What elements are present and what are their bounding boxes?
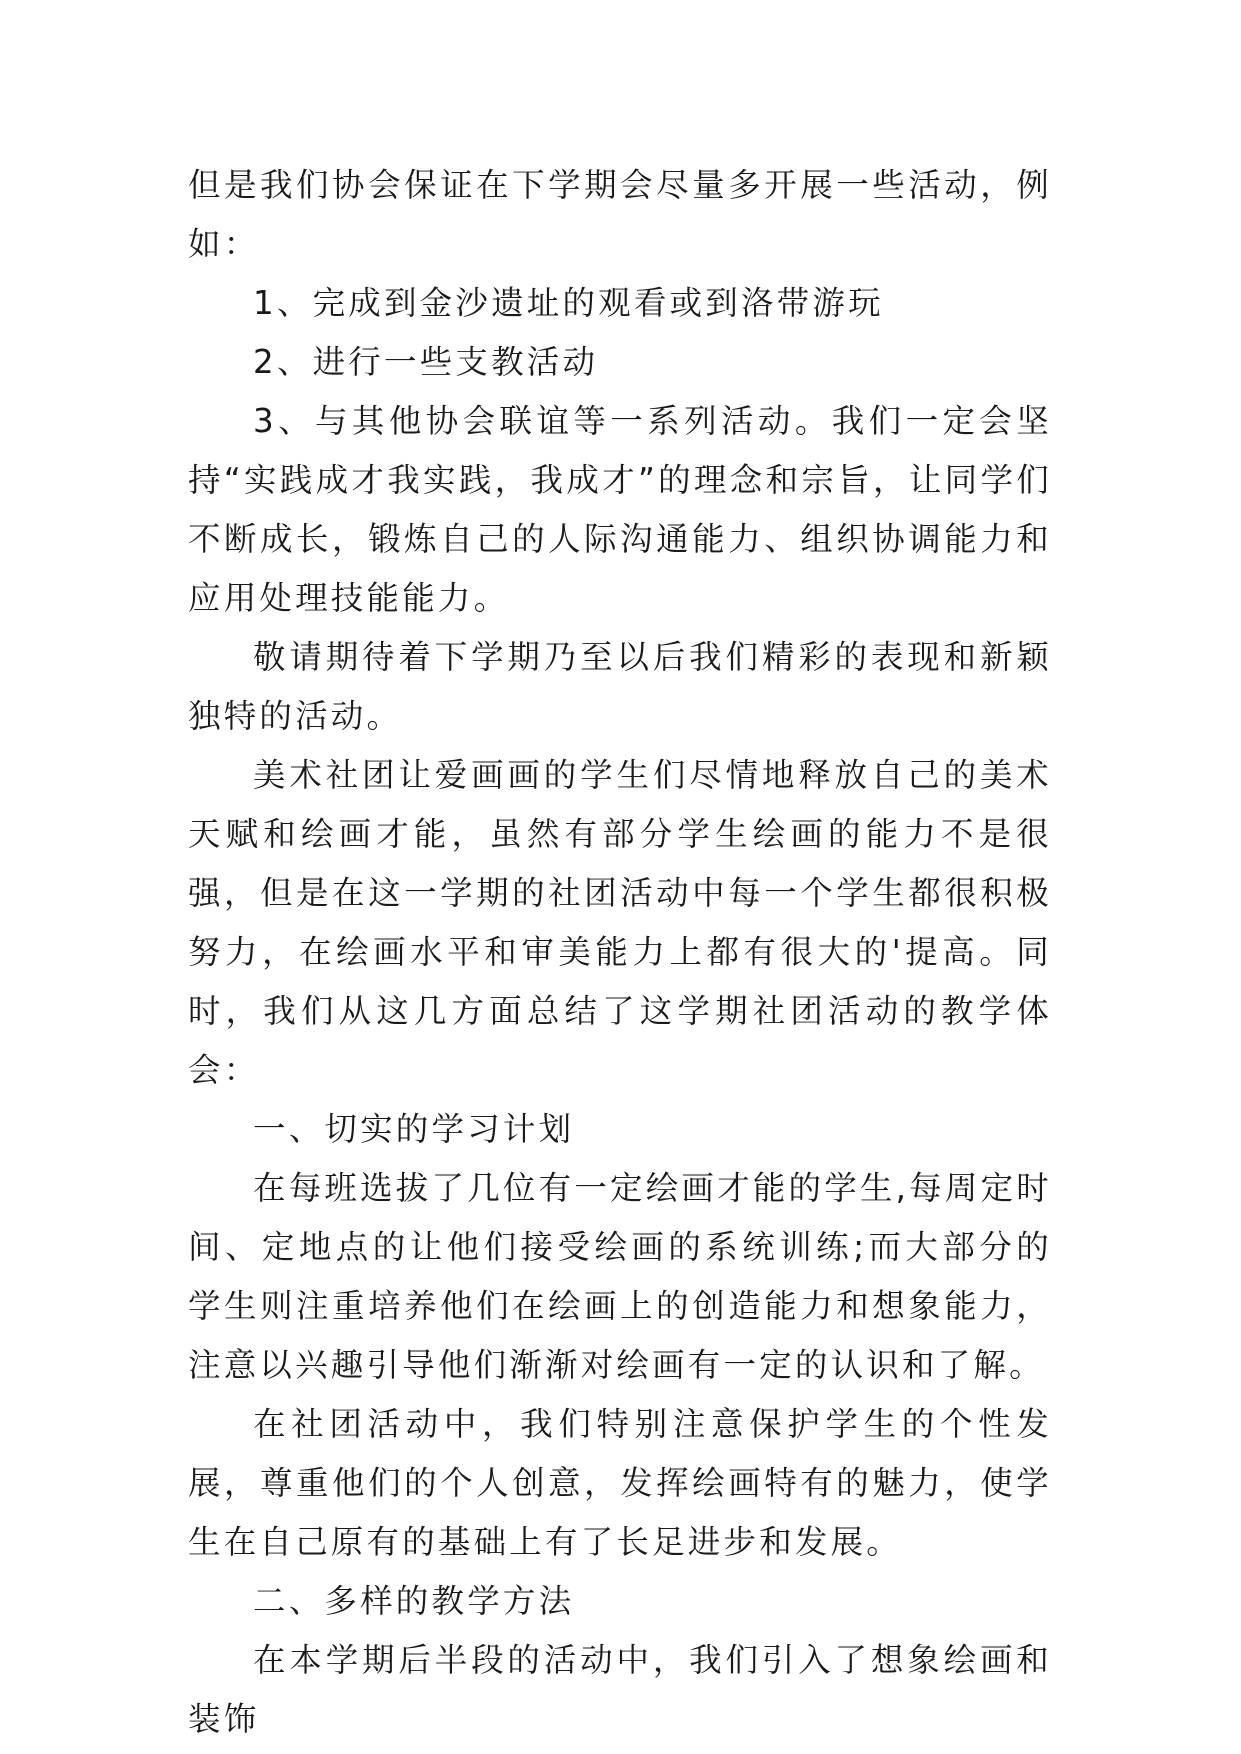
list-item-1: 1、完成到金沙遗址的观看或到洛带游玩 xyxy=(253,284,884,322)
document-body xyxy=(188,156,1052,1749)
list-item-2: 2、进行一些支教活动 xyxy=(253,343,599,381)
section-heading-1: 一、切实的学习计划 xyxy=(253,1110,575,1148)
paragraph-individuality: 在社团活动中，我们特别注意保护学生的个性发展，尊重他们的个人创意，发挥绘画特有的魅力，使学生在自己原有的基础上有了长足进步和发展。 xyxy=(188,1405,1052,1561)
paragraph-outlook: 敬请期待着下学期乃至以后我们精彩的表现和新颖独特的活动。 xyxy=(188,638,1052,735)
paragraph-intro: 但是我们协会保证在下学期会尽量多开展一些活动，例如： xyxy=(188,166,1052,263)
section-heading-2: 二、多样的教学方法 xyxy=(253,1582,575,1620)
paragraph-art-club: 美术社团让爱画画的学生们尽情地释放自己的美术天赋和绘画才能，虽然有部分学生绘画的能力不是很强，但是在这一学期的社团活动中每一个学生都很积极努力，在绘画水平和审美能力上都有很大的'提高。同时，我们从这几方面总结了这学期社团活动的教学体会： xyxy=(188,756,1052,1089)
paragraph-training: 在每班选拔了几位有一定绘画才能的学生,每周定时间、定地点的让他们接受绘画的系统训练;而大部分的学生则注重培养他们在绘画上的创造能力和想象能力，注意以兴趣引导他们渐渐对绘画有一定的认识和了解。 xyxy=(188,1169,1052,1384)
list-item-3: 3、与其他协会联谊等一系列活动。我们一定会坚持“实践成才我实践，我成才”的理念和宗旨，让同学们不断成长，锻炼自己的人际沟通能力、组织协调能力和应用处理技能能力。 xyxy=(188,402,1052,617)
paragraph-methods: 在本学期后半段的活动中，我们引入了想象绘画和装饰 xyxy=(188,1641,1052,1738)
